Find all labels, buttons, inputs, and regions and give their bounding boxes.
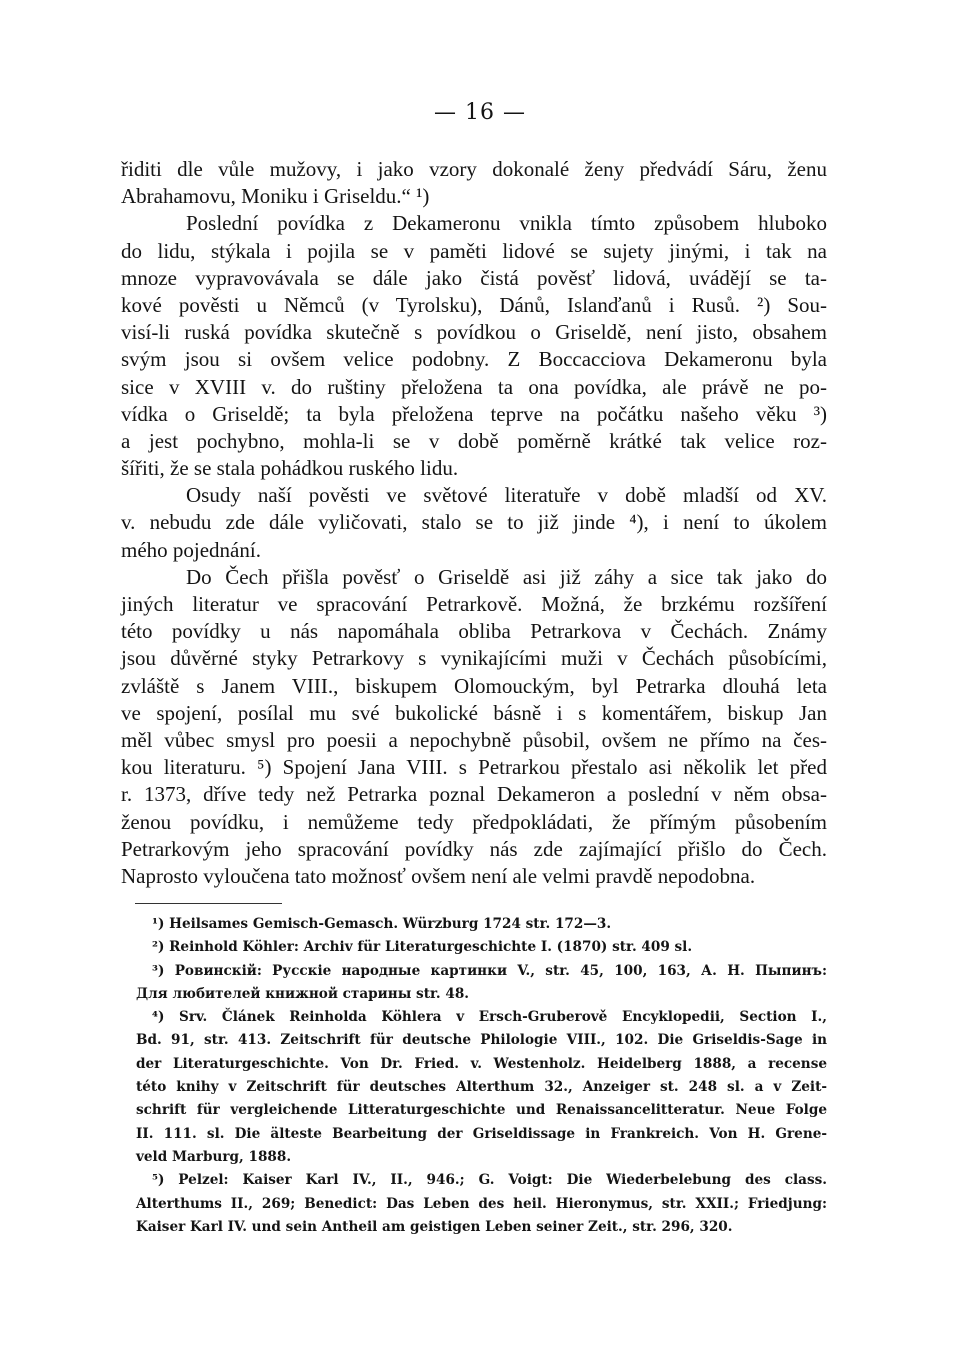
body-line: v. nebudu zde dále vyličovati, stalo se to již jinde ⁴), i není to úkolem bbox=[121, 510, 827, 535]
footnote-line: ¹) Heilsames Gemisch-Gemasch. Würzburg 1724 str. 172—3. bbox=[152, 916, 612, 932]
footnote-line: Bd. 91, str. 413. Zeitschrift für deutsche Philologie VIII., 102. Die Griseldis-Sage in bbox=[136, 1032, 827, 1049]
body-line: kové pověsti u Němců (v Tyrolsku), Dánů, Islanďanů i Rusů. ²) Sou- bbox=[121, 292, 827, 317]
body-line: Petrarkovým jeho spracování povídky nás zde zajímající přišlo do Čech. bbox=[121, 836, 827, 861]
body-line: Do Čech přišla pověsť o Griseldě asi již záhy a sice tak jako do bbox=[186, 564, 827, 589]
footnote-line: této knihy v Zeitschrift für deutsches Alterthum 32., Anzeiger st. 248 sl. a v Zeit- bbox=[136, 1079, 827, 1096]
footnote-line: II. 111. sl. Die älteste Bearbeitung der Griseldissage in Frankreich. Von H. Grene- bbox=[136, 1125, 827, 1142]
body-line: zvláště s Janem VIII., biskupem Olomouckým, byl Petrarka dlouhá leta bbox=[121, 673, 827, 698]
body-line: sice v XVIII v. do ruštiny přeložena ta ona povídka, ale právě ne po- bbox=[121, 374, 827, 399]
footnote-line: Для любителей книжной старины str. 48. bbox=[136, 985, 470, 1002]
body-line: ve spojení, posílal mu své bukolické básně i s komentářem, biskup Jan bbox=[121, 700, 827, 725]
body-line: Osudy naší pověsti ve světové literatuře v době mladší od XV. bbox=[186, 483, 827, 508]
body-line: jiných literatur ve spracování Petrarkově. Možná, že brzkému rozšíření bbox=[121, 592, 827, 616]
body-line: svým jsou si ovšem velice podobny. Z Boccacciova Dekameronu byla bbox=[121, 347, 827, 372]
body-line: Poslední povídka z Dekameronu vnikla tímto způsobem hluboko bbox=[186, 211, 827, 236]
body-line: vídka o Griseldě; ta byla přeložena teprve na počátku našeho věku ³) bbox=[121, 401, 827, 426]
body-line: do lidu, stýkala i pojila se v paměti lidové se sujety jinými, i tak na bbox=[121, 238, 827, 263]
footnote-line: ⁴) Srv. Článek Reinholda Köhlera v Ersch-Gruberově Encyklopedii, Section I., bbox=[152, 1009, 827, 1026]
footnote-separator bbox=[135, 903, 282, 904]
footnote-line: schrift für vergleichende Litteraturgeschichte und Renaissancelitteratur. Neue Folge bbox=[136, 1102, 827, 1119]
body-line: a jest pochybno, mohla-li se v době poměrně krátké tak velice roz- bbox=[121, 428, 827, 453]
body-text bbox=[121, 156, 827, 890]
body-line: Naprosto vyloučena tato možnosť ovšem není ale velmi pravdě nepodobna. bbox=[121, 863, 756, 888]
footnote-line: veld Marburg, 1888. bbox=[136, 1148, 292, 1165]
footnote-line: ⁵) Pelzel: Kaiser Karl IV., II., 946.; G. Voigt: Die Wiederbelebung des class. bbox=[152, 1172, 827, 1189]
body-line: šířiti, že se stala pohádkou ruského lidu. bbox=[121, 456, 459, 481]
footnotes bbox=[136, 913, 827, 1239]
footnote-line: der Literaturgeschichte. Von Dr. Fried. v. Westenholz. Heidelberg 1888, a recense bbox=[136, 1055, 827, 1072]
body-line: měl vůbec smysl pro poesii a nepochybně působil, ovšem ne přímo na čes- bbox=[121, 727, 827, 752]
body-line: Abrahamovu, Moniku i Griseldu.“ ¹) bbox=[121, 184, 430, 209]
body-line: mého pojednání. bbox=[121, 537, 261, 562]
footnote-line: Kaiser Karl IV. und sein Antheil am geistigen Leben seiner Zeit., str. 296, 320. bbox=[136, 1218, 733, 1235]
footnote-line: ³) Ровинскій: Русскіе народные картинки V., str. 45, 100, 163, А. Н. Пыпинъ: bbox=[152, 962, 827, 979]
body-line: mnoze vypravovávala se dále jako čistá pověsť lidová, uvádějí se ta- bbox=[121, 265, 827, 290]
body-line: r. 1373, dříve tedy než Petrarka poznal Dekameron a poslední v něm obsa- bbox=[121, 782, 827, 807]
footnote-line: Alterthums II., 269; Benedict: Das Leben des heil. Hieronymus, str. XXII.; Friedjung: bbox=[136, 1195, 827, 1212]
body-line: ženou povídku, i nemůžeme tedy předpokládati, že přímým působením bbox=[121, 809, 827, 834]
body-line: této povídky u nás napomáhala obliba Petrarkova v Čechách. Známy bbox=[121, 619, 827, 644]
footnote-line: ²) Reinhold Köhler: Archiv für Literaturgeschichte I. (1870) str. 409 sl. bbox=[152, 939, 693, 956]
body-line: kou literaturu. ⁵) Spojení Jana VIII. s Petrarkou přestalo asi několik let před bbox=[121, 755, 827, 780]
body-line: visí-li ruská povídka skutečně s povídkou o Griseldě, není jisto, obsahem bbox=[121, 320, 827, 345]
body-line: jsou důvěrné styky Petrarkovy s vynikajícími muži v Čechách působícími, bbox=[121, 646, 827, 671]
body-line: řiditi dle vůle mužovy, i jako vzory dokonalé ženy předvádí Sáru, ženu bbox=[121, 157, 827, 181]
page-number: — 16 — bbox=[434, 100, 526, 125]
